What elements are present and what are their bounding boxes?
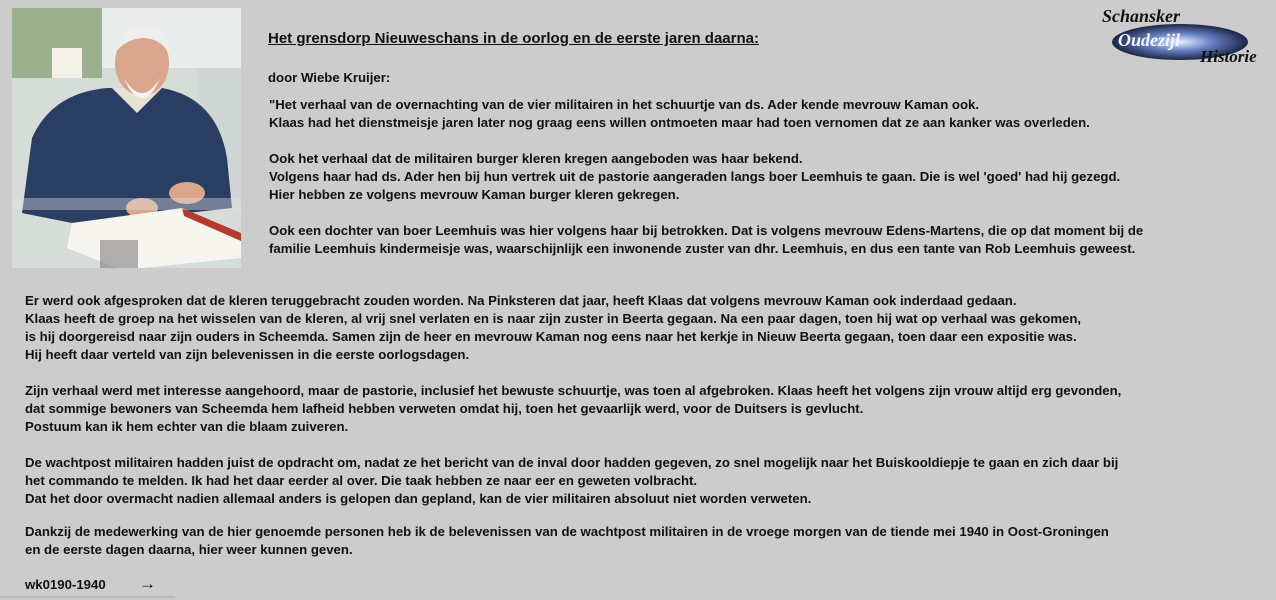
logo-line2: Oudezijl bbox=[1118, 30, 1181, 50]
next-page-arrow-icon[interactable]: → bbox=[139, 574, 156, 593]
logo-line1: Schansker bbox=[1102, 6, 1181, 26]
article-author: door Wiebe Kruijer: bbox=[268, 70, 391, 85]
paragraph-line: Postuum kan ik hem echter van die blaam zuiveren. bbox=[25, 419, 349, 434]
paragraph-line: familie Leemhuis kindermeisje was, waarschijnlijk een inwonende zuster van dhr. Leemhuis, en dus een tante van Rob Leemhuis geweest. bbox=[269, 241, 1136, 256]
paragraph-line: Klaas heeft de groep na het wisselen van de kleren, al vrij snel verlaten en is naar zijn zuster in Beerta gegaan. Na een paar dagen, toen hij wat op verhaal was gekomen, bbox=[25, 311, 1082, 326]
paragraph-line: Hij heeft daar verteld van zijn belevenissen in die eerste oorlogsdagen. bbox=[25, 347, 470, 362]
author-photo bbox=[12, 8, 241, 268]
paragraph-line: Zijn verhaal werd met interesse aangehoord, maar de pastorie, inclusief het bewuste schuurtje, was toen al afgebroken. Klaas heeft het volgens zijn vrouw altijd erg gevonden, bbox=[25, 383, 1122, 398]
paragraph-4 bbox=[25, 292, 1081, 364]
article-title: Het grensdorp Nieuweschans in de oorlog en de eerste jaren daarna: bbox=[268, 30, 759, 47]
paragraph-line: en de eerste dagen daarna, hier weer kunnen geven. bbox=[25, 542, 353, 557]
page-code: wk0190-1940 bbox=[25, 577, 106, 592]
paragraph-7 bbox=[25, 523, 1109, 559]
divider bbox=[0, 596, 175, 598]
paragraph-line: Hier hebben ze volgens mevrouw Kaman burger kleren gekregen. bbox=[269, 187, 680, 202]
paragraph-1 bbox=[269, 96, 1090, 132]
paragraph-line: De wachtpost militairen hadden juist de opdracht om, nadat ze het bericht van de inval door hadden gegeven, zo snel mogelijk naar het Buiskooldiepje te gaan en zich daar bij bbox=[25, 455, 1119, 470]
paragraph-3 bbox=[269, 222, 1143, 258]
paragraph-6 bbox=[25, 454, 1118, 508]
paragraph-line: "Het verhaal van de overnachting van de vier militairen in het schuurtje van ds. Ader kende mevrouw Kaman ook. bbox=[269, 97, 980, 112]
paragraph-line: Dat het door overmacht nadien allemaal anders is gelopen dan gepland, kan de vier militairen absoluut niet worden verweten. bbox=[25, 491, 812, 506]
paragraph-line: Er werd ook afgesproken dat de kleren teruggebracht zouden worden. Na Pinksteren dat jaar, heeft Klaas dat volgens mevrouw Kaman ook inderdaad gedaan. bbox=[25, 293, 1017, 308]
paragraph-line: Dankzij de medewerking van de hier genoemde personen heb ik de belevenissen van de wachtpost militairen in de vroege morgen van de tiende mei 1940 in Oost-Groningen bbox=[25, 524, 1109, 539]
paragraph-line: het commando te melden. Ik had het daar eerder al over. Die taak hebben ze naar eer en geweten volbracht. bbox=[25, 473, 698, 488]
paragraph-line: Ook het verhaal dat de militairen burger kleren kregen aangeboden was haar bekend. bbox=[269, 151, 803, 166]
paragraph-5 bbox=[25, 382, 1121, 436]
paragraph-2 bbox=[269, 150, 1120, 204]
paragraph-line: dat sommige bewoners van Scheemda hem lafheid hebben verweten omdat hij, toen het gevaarlijk werd, voor de Duitsers is gevlucht. bbox=[25, 401, 864, 416]
paragraph-line: Volgens haar had ds. Ader hen bij hun vertrek uit de pastorie aangeraden langs boer Leemhuis te gaan. Die is wel 'goed' had hij gezegd. bbox=[269, 169, 1121, 184]
paragraph-line: Klaas had het dienstmeisje jaren later nog graag eens willen ontmoeten maar had toen vernomen dat ze aan kanker was overleden. bbox=[269, 115, 1090, 130]
logo-line3: Historie bbox=[1200, 47, 1257, 66]
site-logo[interactable] bbox=[1100, 4, 1270, 68]
paragraph-line: is hij doorgereisd naar zijn ouders in Scheemda. Samen zijn de heer en mevrouw Kaman nog eens naar het kerkje in Nieuw Beerta gegaan, toen daar een expositie was. bbox=[25, 329, 1077, 344]
paragraph-line: Ook een dochter van boer Leemhuis was hier volgens haar bij betrokken. Dat is volgens mevrouw Edens-Martens, die op dat moment bij de bbox=[269, 223, 1144, 238]
